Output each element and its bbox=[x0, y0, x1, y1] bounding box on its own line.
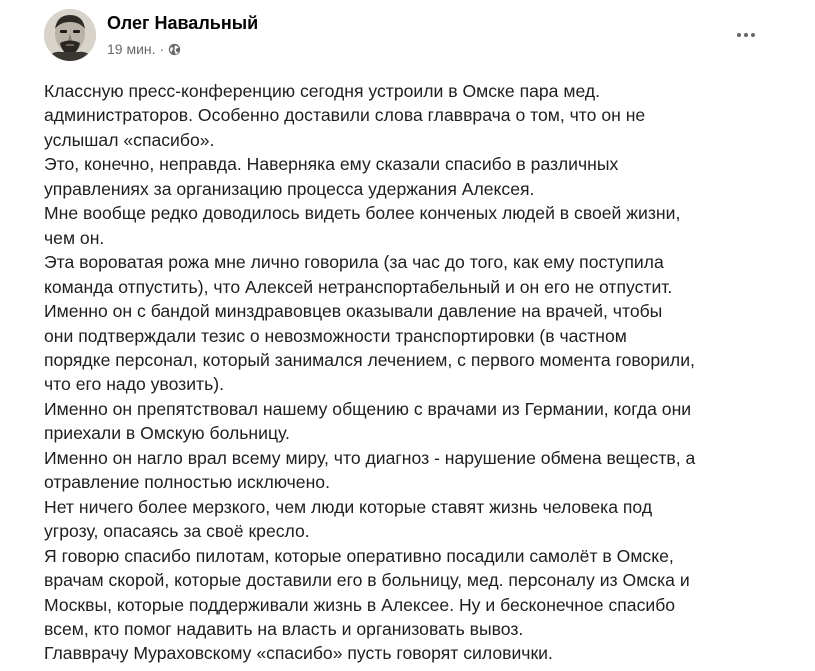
globe-icon[interactable] bbox=[168, 43, 181, 56]
post-paragraph-2: Это, конечно, неправда. Наверняка ему сказали спасибо в различных управлениях за организацию процесса удержания Алексея. bbox=[44, 154, 619, 199]
avatar-portrait bbox=[44, 9, 96, 61]
meta-separator: · bbox=[159, 41, 165, 57]
post-body bbox=[44, 79, 784, 666]
post-paragraph-1: Классную пресс-конференцию сегодня устроили в Омске пара мед. администраторов. Особенно доставили слова главврача о том, что он не услышал «спасибо». bbox=[44, 81, 646, 150]
post-paragraph-5: Именно он с бандой минздравовцев оказывали давление на врачей, чтобы они подтверждали тезис о невозможности транспортировки (в частном порядке персонал, который занимался лечением, с первого момента говорили, что его надо увозить). bbox=[44, 301, 695, 395]
post-paragraph-9: Я говорю спасибо пилотам, которые оперативно посадили самолёт в Омске, врачам скорой, которые доставили его в больницу, мед. персоналу из Омска и Москвы, которые поддерживали жизнь в Алексее. Ну и бесконечное спасибо всем, кто помог надавить на власть и организовать вывоз. bbox=[44, 545, 690, 639]
post-paragraph-10: Главврачу Мураховскому «спасибо» пусть говорят силовички. bbox=[44, 643, 553, 664]
post-paragraph-8: Нет ничего более мерзкого, чем люди которые ставят жизнь человека под угрозу, опасаясь за своё кресло. bbox=[44, 496, 653, 542]
post-paragraph-3: Мне вообще редко доводилось видеть более конченых людей в своей жизни, чем он. bbox=[44, 203, 681, 248]
post-meta bbox=[107, 41, 181, 57]
post-header bbox=[44, 8, 784, 68]
post-paragraph-4: Эта вороватая рожа мне лично говорила (за час до того, как ему поступила команда отпустить), что Алексей нетранспортабельный и он его не отпустит. bbox=[44, 252, 673, 297]
post-paragraph-7: Именно он нагло врал всему миру, что диагноз - нарушение обмена веществ, а отравление полностью исключено. bbox=[44, 447, 696, 493]
more-options-button[interactable] bbox=[728, 22, 764, 48]
more-options-icon bbox=[737, 33, 755, 37]
avatar[interactable] bbox=[44, 9, 96, 61]
author-name[interactable]: Олег Навальный bbox=[107, 13, 259, 33]
post-timestamp[interactable]: 19 мин. bbox=[107, 41, 156, 57]
post-paragraph-6: Именно он препятствовал нашему общению с врачами из Германии, когда они приехали в Омскую больницу. bbox=[44, 398, 692, 444]
